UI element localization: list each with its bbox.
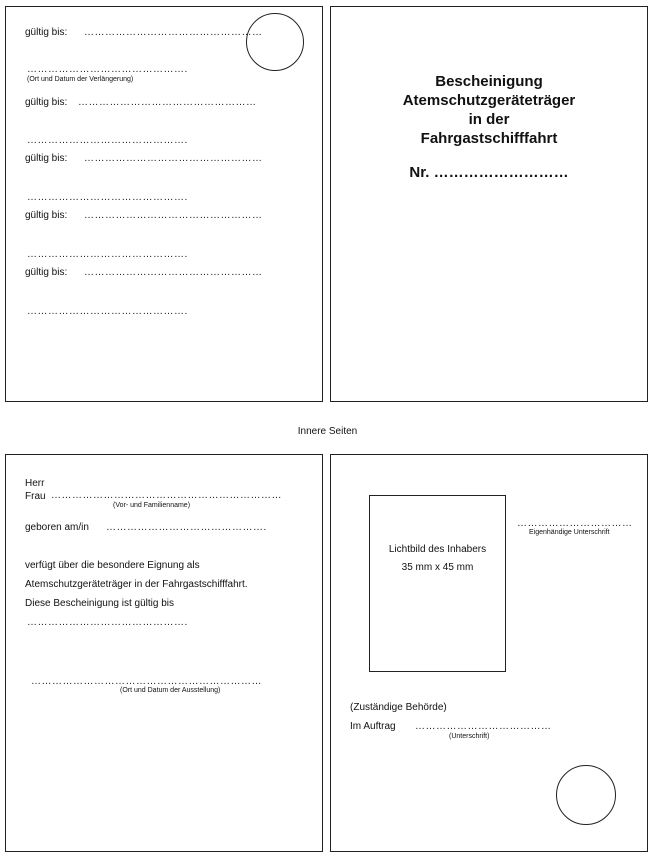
valid-until-label-2: gültig bis: bbox=[25, 97, 68, 108]
authority-label: (Zuständige Behörde) bbox=[350, 702, 447, 713]
renewal-caption: (Ort und Datum der Verlängerung) bbox=[27, 76, 134, 83]
photo-size-label: 35 mm x 45 mm bbox=[401, 562, 474, 573]
valid-dots: ………………………………………. bbox=[27, 617, 188, 628]
valid-until-dots-3: …………………………………………… bbox=[84, 153, 263, 164]
renewal-dots-3: ………………………………………. bbox=[27, 192, 188, 203]
signature-caption: Eigenhändige Unterschrift bbox=[529, 529, 610, 536]
valid-until-label-1: gültig bis: bbox=[25, 27, 68, 38]
name-caption: (Vor- und Familienname) bbox=[113, 502, 191, 509]
stamp-circle bbox=[556, 765, 616, 825]
eligibility-line-2: Atemschutzgeräteträger in der Fahrgastschifffahrt. bbox=[25, 579, 248, 590]
inner-right-panel bbox=[330, 454, 648, 852]
renewal-dots-1: ………………………………………. bbox=[27, 64, 188, 75]
valid-until-dots-2: …………………………………………… bbox=[78, 97, 257, 108]
valid-until-dots-1: …………………………………………… bbox=[84, 27, 263, 38]
cover-title-line-3: in der bbox=[468, 111, 510, 128]
renewal-dots-2: ………………………………………. bbox=[27, 135, 188, 146]
photo-box bbox=[369, 495, 506, 672]
certificate-number: Nr. ……………………… bbox=[409, 164, 569, 181]
inner-left-panel bbox=[5, 454, 323, 852]
issue-caption: (Ort und Datum der Ausstellung) bbox=[120, 687, 221, 694]
valid-until-label-3: gültig bis: bbox=[25, 153, 68, 164]
cover-title-line-4: Fahrgastschifffahrt bbox=[420, 130, 558, 147]
name-dots: ………………………………………………………… bbox=[51, 490, 282, 501]
stamp-circle bbox=[246, 13, 304, 71]
valid-until-dots-5: …………………………………………… bbox=[84, 267, 263, 278]
salutation-herr: Herr bbox=[25, 478, 45, 489]
eligibility-line-1: verfügt über die besondere Eignung als bbox=[25, 560, 200, 571]
cover-front-panel bbox=[330, 6, 648, 402]
on-behalf-dots: ………………………………… bbox=[415, 721, 552, 732]
cover-title-line-2: Atemschutzgeräteträger bbox=[402, 92, 576, 109]
born-dots: ………………………………………. bbox=[106, 522, 267, 533]
salutation-frau: Frau bbox=[25, 491, 46, 502]
sign-caption: (Unterschrift) bbox=[449, 733, 490, 740]
issue-dots: ………………………………………………………… bbox=[31, 676, 262, 687]
inner-pages-label: Innere Seiten bbox=[297, 426, 358, 437]
signature-dots: …………………………… bbox=[517, 518, 633, 529]
valid-until-dots-4: …………………………………………… bbox=[84, 210, 263, 221]
renewal-dots-4: ………………………………………. bbox=[27, 249, 188, 260]
on-behalf-label: Im Auftrag bbox=[350, 721, 396, 732]
cover-title-line-1: Bescheinigung bbox=[435, 73, 543, 90]
valid-until-label-5: gültig bis: bbox=[25, 267, 68, 278]
renewal-dots-5: ………………………………………. bbox=[27, 306, 188, 317]
born-label: geboren am/in bbox=[25, 522, 89, 533]
valid-until-label-4: gültig bis: bbox=[25, 210, 68, 221]
cover-back-panel bbox=[5, 6, 323, 402]
eligibility-line-3: Diese Bescheinigung ist gültig bis bbox=[25, 598, 174, 609]
photo-label: Lichtbild des Inhabers bbox=[388, 544, 487, 555]
